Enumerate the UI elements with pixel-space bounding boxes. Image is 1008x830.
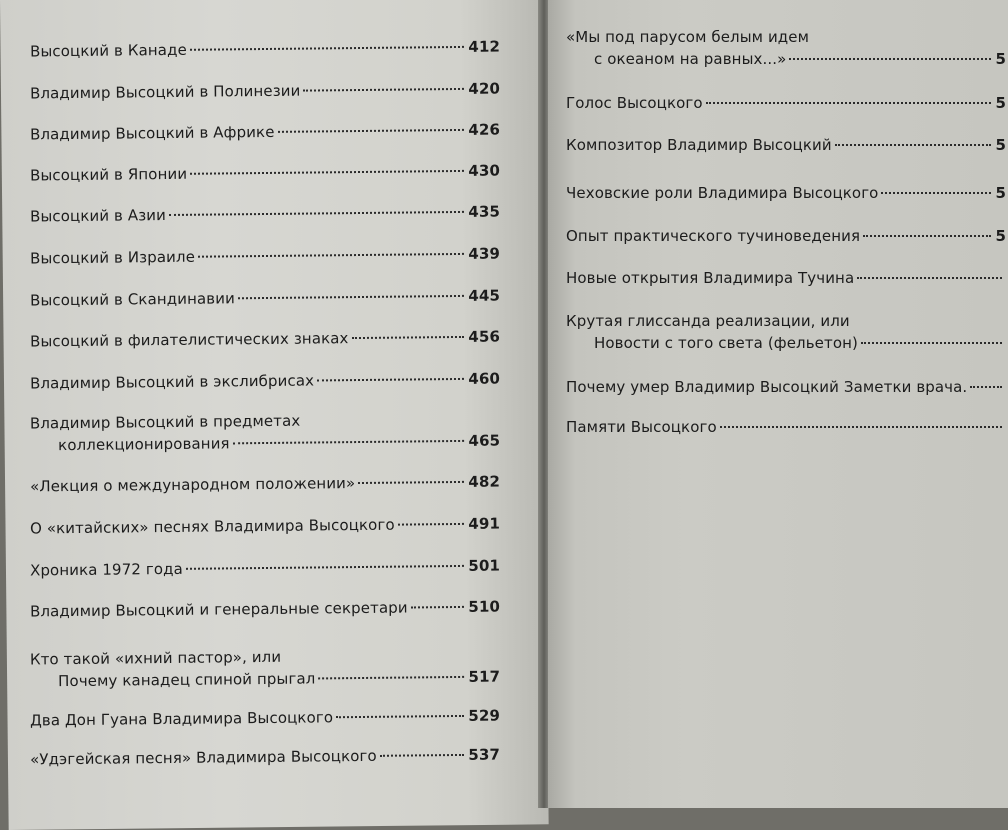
dot-leader [169, 211, 464, 216]
toc-entry-title: Кто такой «ихний пастор», или [29, 647, 282, 669]
toc-entry-title: Владимир Высоцкий в Полинезии [29, 81, 301, 103]
dot-leader [198, 253, 464, 258]
dot-leader [863, 235, 991, 237]
toc-page-number: 5 [995, 136, 1006, 154]
toc-entry-title: коллекционирования [58, 434, 230, 455]
toc-page-number: 529 [468, 706, 501, 725]
toc-entry-title: Высоцкий в Скандинавии [29, 289, 235, 310]
dot-leader [789, 58, 991, 60]
dot-leader [706, 102, 992, 104]
dot-leader [190, 46, 465, 51]
dot-leader [861, 342, 1002, 344]
toc-entry [566, 134, 1006, 156]
toc-entry-title: Голос Высоцкого [566, 94, 703, 112]
toc-page-number: 426 [468, 120, 501, 139]
toc-page-number: 465 [468, 431, 501, 450]
dot-leader [351, 336, 464, 339]
toc-entry [566, 26, 1006, 70]
toc-entry-title: Высоцкий в Израиле [29, 247, 196, 268]
toc-page-number: 439 [468, 244, 501, 263]
dot-leader [233, 440, 465, 444]
toc-entry-title: Владимир Высоцкий в предметах [29, 411, 301, 433]
toc-page-number: 412 [468, 37, 501, 56]
toc-entry [566, 376, 1006, 398]
dot-leader [336, 715, 464, 718]
dot-leader [411, 606, 465, 609]
toc-page-number: 445 [468, 286, 501, 305]
toc-page-number: 5 [995, 50, 1006, 68]
toc-entry-title: Хроника 1972 года [29, 559, 183, 580]
toc-entry [30, 644, 500, 693]
toc-entry-title: Высоцкий в филателистических знаках [29, 329, 349, 351]
toc-page-number: 5 [995, 227, 1006, 245]
toc-page-number: 430 [468, 161, 501, 180]
toc-entry-title: Высоцкий в Канаде [29, 40, 187, 61]
toc-page-number: 5 [995, 94, 1006, 112]
toc-page-number: 537 [468, 745, 501, 764]
toc-entry-title: Чеховские роли Владимира Высоцкого [566, 184, 879, 202]
toc-entry-title: Высоцкий в Азии [29, 206, 167, 226]
toc-entry [566, 267, 1006, 289]
toc-page-number: 501 [468, 556, 501, 575]
toc-entry-title: Высоцкий в Японии [29, 164, 188, 185]
toc-entry [30, 408, 500, 457]
toc-page-number: 491 [468, 514, 501, 533]
dot-leader [186, 565, 465, 570]
dot-leader [358, 481, 464, 484]
toc-entry-title: Новые открытия Владимира Тучина [566, 269, 855, 287]
dot-leader [835, 144, 992, 146]
dot-leader [303, 88, 464, 92]
right-page [548, 0, 1008, 808]
toc-page-number: 510 [468, 597, 501, 616]
toc-entry [566, 92, 1006, 114]
dot-leader [317, 378, 464, 382]
toc-entry-title: Памяти Высоцкого [566, 418, 717, 436]
toc-entry [566, 182, 1006, 204]
toc-page-number: 482 [468, 472, 501, 491]
toc-entry [566, 310, 1006, 354]
toc-entry-title: Почему канадец спиной прыгал [58, 669, 316, 691]
toc-entry-title: Новости с того света (фельетон) [594, 334, 858, 352]
toc-page-number: 517 [468, 667, 501, 686]
toc-entry-title: Владимир Высоцкий в Африке [29, 122, 275, 144]
dot-leader [380, 754, 465, 757]
dot-leader [970, 386, 1002, 388]
toc-entry [566, 416, 1006, 438]
toc-entry-title: Владимир Высоцкий и генеральные секретари [29, 598, 408, 621]
toc-entry-title: «Удэгейская песня» Владимира Высоцкого [29, 746, 377, 769]
toc-entry-title: с океаном на равных...» [594, 50, 787, 68]
toc-entry-title: Опыт практического тучиноведения [566, 227, 861, 245]
dot-leader [398, 523, 465, 526]
toc-entry-title: О «китайских» песнях Владимира Высоцкого [29, 515, 395, 538]
toc-entry-title: Почему умер Владимир Высоцкий Заметки врача. [566, 378, 968, 396]
toc-entry-title: «Мы под парусом белым идем [566, 28, 810, 46]
toc-page-number: 420 [468, 79, 501, 98]
toc-entry [566, 225, 1006, 247]
toc-page-number: 460 [468, 369, 501, 388]
toc-entry-title: Композитор Владимир Высоцкий [566, 136, 832, 154]
toc-page-number: 5 [995, 184, 1006, 202]
toc-page-number: 435 [468, 202, 501, 221]
dot-leader [277, 129, 464, 133]
dot-leader [881, 192, 991, 194]
dot-leader [857, 277, 1002, 279]
dot-leader [238, 295, 464, 299]
toc-entry-title: Владимир Высоцкий в экслибрисах [29, 371, 315, 393]
toc-page-number: 456 [468, 327, 501, 346]
dot-leader [720, 426, 1002, 428]
dot-leader [190, 170, 464, 175]
toc-entry-title: «Лекция о международном положении» [29, 474, 356, 496]
toc-entry-title: Два Дон Гуана Владимира Высоцкого [29, 708, 334, 730]
toc-entry-title: Крутая глиссанда реализации, или [566, 312, 850, 330]
dot-leader [318, 676, 464, 680]
